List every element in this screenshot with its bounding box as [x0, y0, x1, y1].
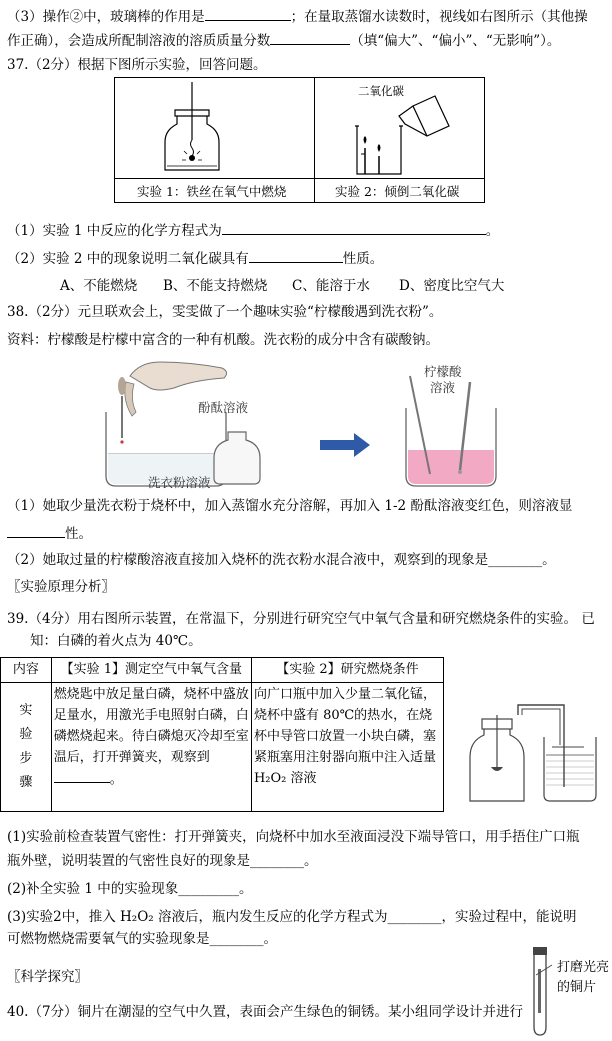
q38-sub-1-line-1: （1）她取少量洗衣粉于烧杯中，加入蒸馏水充分溶解，再加入 1-2 酚酞溶液变红色，则溶液显 — [7, 498, 573, 514]
q39-sub-3-line-1: (3)实验2中，推入 H₂O₂ 溶液后，瓶内发生反应的化学方程式为________，实验过程中，能说明 — [7, 909, 577, 925]
table-header-exp2: 【实验 2】研究燃烧条件 — [251, 658, 443, 683]
q39-apparatus-illustration — [460, 675, 600, 810]
citric-acid-label: 柠檬酸 — [424, 364, 462, 379]
q38-header: 38.（2分）元旦联欢会上，雯雯做了一个趣味实验“柠檬酸遇到洗衣粉”。 — [7, 304, 443, 320]
q39-sub-2: (2)补全实验 1 中的实验现象_________。 — [7, 881, 253, 897]
co2-label: 二氧化碳 — [358, 84, 404, 98]
pouring-co2-illustration — [343, 92, 453, 178]
q37-header: 37.（2分）根据下图所示实验，回答问题。 — [7, 57, 267, 73]
caption-experiment-2: 实验 2：倾倒二氧化碳 — [335, 184, 460, 199]
q37-sub-1: （1）实验 1 中反应的化学方程式为 。 — [7, 220, 499, 240]
solution-label: 溶液 — [430, 380, 456, 395]
caption-experiment-1: 实验 1：铁丝在氧气中燃烧 — [137, 184, 287, 199]
q38-figure — [100, 356, 498, 491]
phenolphthalein-label: 酚酞溶液 — [198, 400, 249, 415]
copper-sheet-label: 打磨光亮 的铜片 — [557, 960, 610, 995]
q38-sub-1-line-2: 性。 — [7, 523, 92, 543]
q38-info: 资料：柠檬酸是柠檬中富含的一种有机酸。洗衣粉的成分中含有碳酸钠。 — [7, 332, 439, 348]
q36-line-2: 作正确），会造成所配制溶液的溶质质量分数 （填“偏大”、“偏小”、“无影响”）。 — [7, 30, 560, 50]
answer-blank[interactable] — [270, 30, 350, 45]
option-b: B、不能支持燃烧 — [163, 278, 268, 294]
q39-sub-3-line-2: 可燃物燃烧需要氧气的实验现象是________。 — [7, 931, 277, 947]
option-a: A、不能燃烧 — [60, 278, 138, 294]
copper-test-tube-illustration — [524, 945, 554, 1039]
q39-sub-1-line-2: 瓶外壁，说明装置的气密性良好的现象是________。 — [7, 853, 318, 869]
table-header-exp1: 【实验 1】测定空气中氧气含量 — [51, 658, 251, 683]
iron-wire-burning-illustration — [155, 80, 265, 178]
option-c: C、能溶于水 — [292, 278, 370, 294]
table-header-content: 内容 — [1, 658, 52, 683]
answer-blank[interactable] — [205, 6, 291, 21]
q38-sub-2: （2）她取过量的柠檬酸溶液直接加入烧杯的洗衣粉水混合液中，观察到的现象是________。 — [7, 552, 556, 568]
q36-line-1: （3）操作②中，玻璃棒的作用是 ；在量取蒸馏水读数时，视线如右图所示（其他操 — [7, 6, 588, 26]
table-cell-exp1: 燃烧匙中放足量白磷，烧杯中盛放足量水，用激光手电照射白磷，白磷燃烧起来。待白磷熄灭冷却至室温后，打开弹簧夹，观察到 。 — [51, 683, 251, 812]
answer-blank[interactable] — [54, 768, 110, 783]
answer-blank[interactable] — [249, 248, 343, 263]
section-scientific-inquiry: 〖科学探究〗 — [7, 969, 88, 985]
q37-figure — [114, 77, 485, 203]
q39-header-2: 知：白磷的着火点为 40℃。 — [30, 633, 202, 649]
q39-header-1: 39.（4分）用右图所示装置，在常温下，分别进行研究空气中氧气含量和研究燃烧条件的实验。 已 — [7, 611, 595, 627]
section-principle-analysis: 〖实验原理分析〗 — [7, 579, 115, 595]
q39-sub-1-line-1: (1)实验前检查装置气密性：打开弹簧夹，向烧杯中加水至液面浸没下端导管口，用手捂住广口瓶 — [7, 829, 580, 845]
detergent-solution-label: 洗衣粉溶液 — [148, 475, 211, 490]
table-cell-exp2: 向广口瓶中加入少量二氧化锰，烧杯中盛有 80℃的热水，在烧杯中导管口放置一小块白磷，塞紧瓶塞用注射器向瓶中注入适量H₂O₂ 溶液 — [251, 683, 443, 812]
option-d: D、密度比空气大 — [399, 278, 505, 294]
table-row-label: 实验步骤 — [1, 683, 52, 812]
q39-table — [0, 657, 444, 812]
q40-line: 40.（7分）铜片在潮湿的空气中久置，表面会产生绿色的铜锈。某小组同学设计并进行 — [7, 1004, 524, 1020]
answer-blank[interactable] — [7, 523, 65, 538]
answer-blank[interactable] — [222, 220, 486, 235]
q37-sub-2: （2）实验 2 中的现象说明二氧化碳具有 性质。 — [7, 248, 383, 268]
